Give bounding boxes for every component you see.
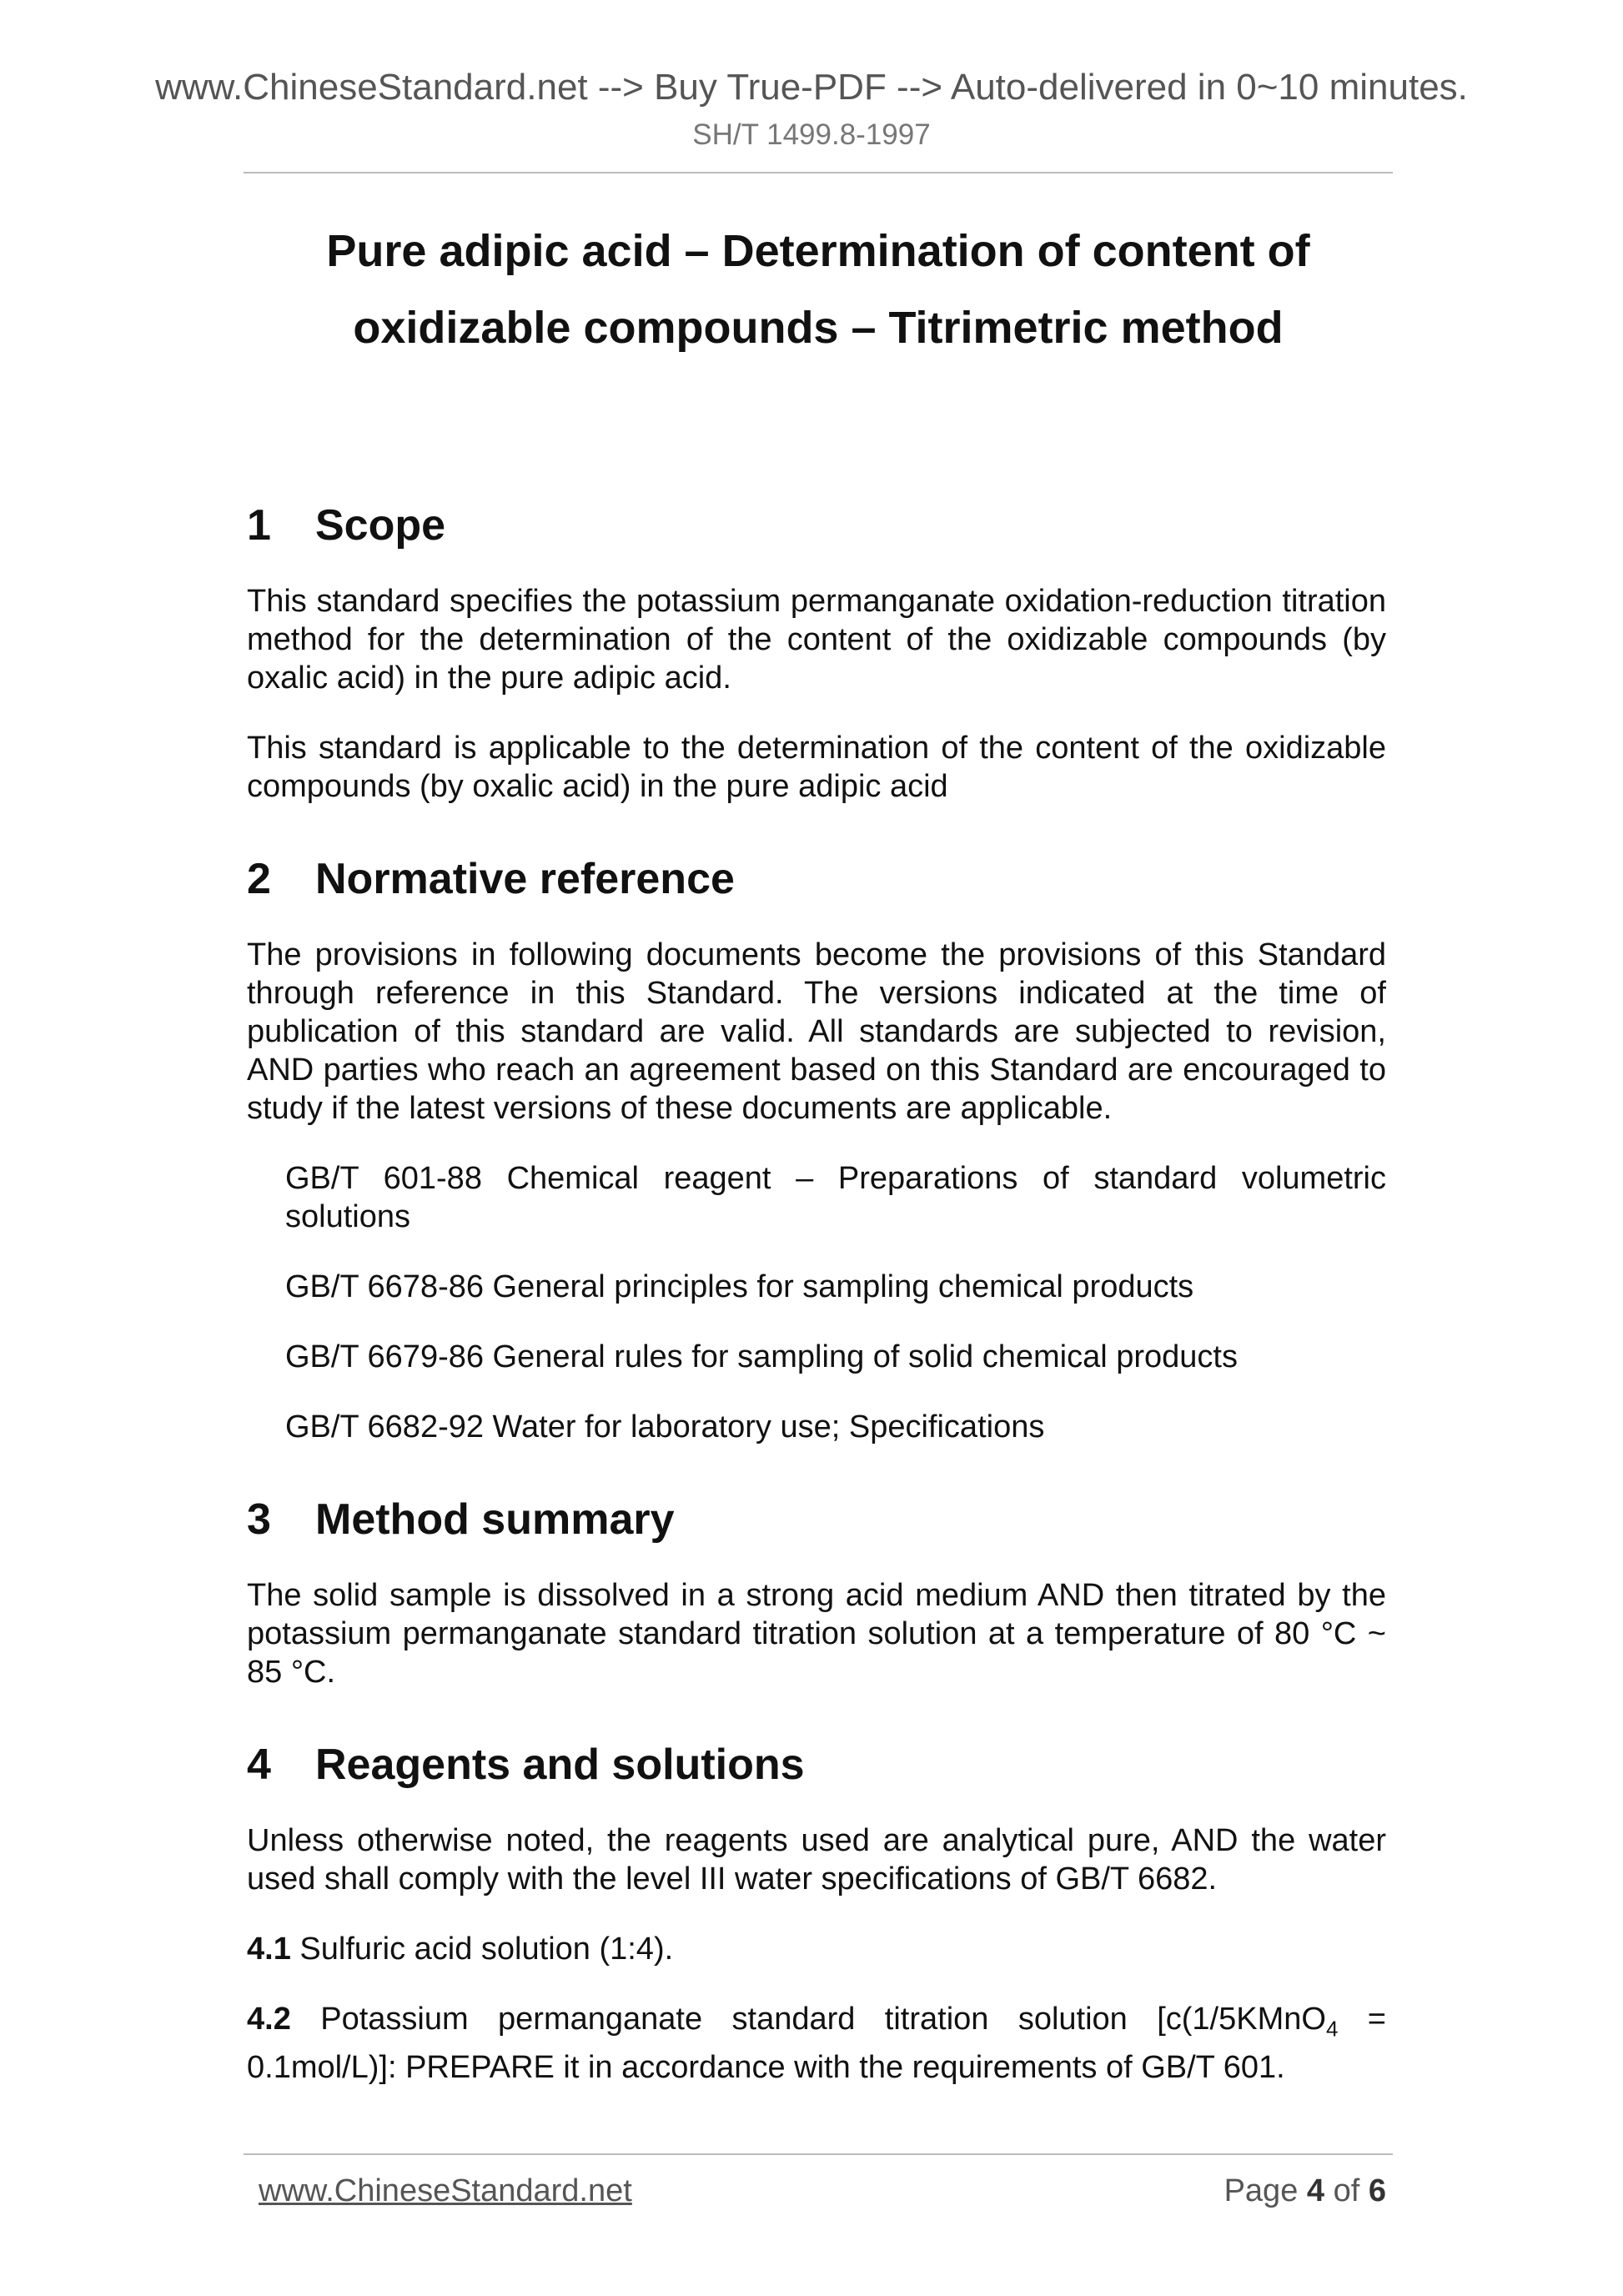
paragraph: This standard is applicable to the determination of the content of the oxidizable compounds (by oxalic acid) in the pure adipic acid: [247, 731, 1386, 804]
clause-text: Potassium permanganate standard titration solution [c(1/5KMnO: [320, 2002, 1326, 2037]
clause-4-2: [247, 2000, 1386, 2087]
clause-text: Sulfuric acid solution (1:4).: [299, 1932, 674, 1967]
section-title: Normative reference: [315, 855, 735, 903]
section-number: 4: [247, 1741, 271, 1789]
clause-4-1: [247, 1930, 1386, 1968]
footer-link[interactable]: www.ChineseStandard.net: [259, 2173, 632, 2208]
section-reagents: [247, 1731, 1386, 2087]
footer-divider: [244, 2153, 1393, 2155]
reference-item: GB/T 6678-86 General principles for sampling chemical products: [285, 1269, 1194, 1304]
reference-item: GB/T 6682-92 Water for laboratory use; Specifications: [285, 1409, 1045, 1444]
page-indicator: [1224, 2173, 1386, 2209]
paragraph: This standard specifies the potassium permanganate oxidation-reduction titration method for the determination of the content of the oxidizable compounds (by oxalic acid) in the pure adipic acid.: [247, 584, 1386, 696]
section-number: 1: [247, 501, 271, 550]
header-divider: [244, 172, 1393, 173]
section-title: Method summary: [315, 1495, 675, 1544]
reference-item: GB/T 601-88 Chemical reagent – Preparations of standard volumetric solutions: [285, 1161, 1386, 1234]
page-total: 6: [1368, 2173, 1386, 2208]
page-current: 4: [1306, 2173, 1325, 2208]
paragraph: Unless otherwise noted, the reagents used are analytical pure, AND the water used shall comply with the level III water specifications of GB/T 6682.: [247, 1823, 1386, 1897]
section-heading: [247, 1486, 1386, 1553]
section-heading: [247, 492, 1386, 559]
document-title: [244, 213, 1393, 366]
clause-number: 4.1: [247, 1932, 291, 1967]
section-normative-reference: [247, 846, 1386, 1446]
document-title-line-1: Pure adipic acid – Determination of content of: [326, 226, 1310, 276]
section-method-summary: [247, 1486, 1386, 1691]
section-title: Reagents and solutions: [315, 1741, 805, 1789]
subscript: 4: [1325, 2016, 1339, 2042]
paragraph: The solid sample is dissolved in a strong acid medium AND then titrated by the potassium permanganate standard titration solution at a temperature of 80 °C ~ 85 °C.: [247, 1578, 1386, 1690]
paragraph: The provisions in following documents become the provisions of this Standard through reference in this Standard. The versions indicated at the time of publication of this standard are valid. All standards are subjected to revision, AND parties who reach an agreement based on this Standard are encouraged to study if the latest versions of these documents are applicable.: [247, 937, 1386, 1126]
section-number: 2: [247, 855, 271, 903]
section-title: Scope: [315, 501, 446, 550]
page-label: Page: [1224, 2173, 1299, 2208]
header-standard-code: SH/T 1499.8-1997: [692, 118, 931, 151]
header-promo-line[interactable]: www.ChineseStandard.net --> Buy True-PDF --> Auto-delivered in 0~10 minutes.: [155, 67, 1468, 108]
clause-number: 4.2: [247, 2002, 291, 2037]
document-body: [247, 492, 1386, 2118]
section-heading: [247, 846, 1386, 912]
section-scope: [247, 492, 1386, 806]
document-title-line-2: oxidizable compounds – Titrimetric method: [353, 303, 1284, 353]
section-heading: [247, 1731, 1386, 1798]
clause-text-continued: = 0.1mol/L)]: PREPARE it in accordance with the requirements of GB/T 601.: [247, 2002, 1387, 2085]
section-number: 3: [247, 1495, 271, 1544]
page-of: of: [1333, 2173, 1360, 2208]
reference-item: GB/T 6679-86 General rules for sampling of solid chemical products: [285, 1339, 1238, 1374]
